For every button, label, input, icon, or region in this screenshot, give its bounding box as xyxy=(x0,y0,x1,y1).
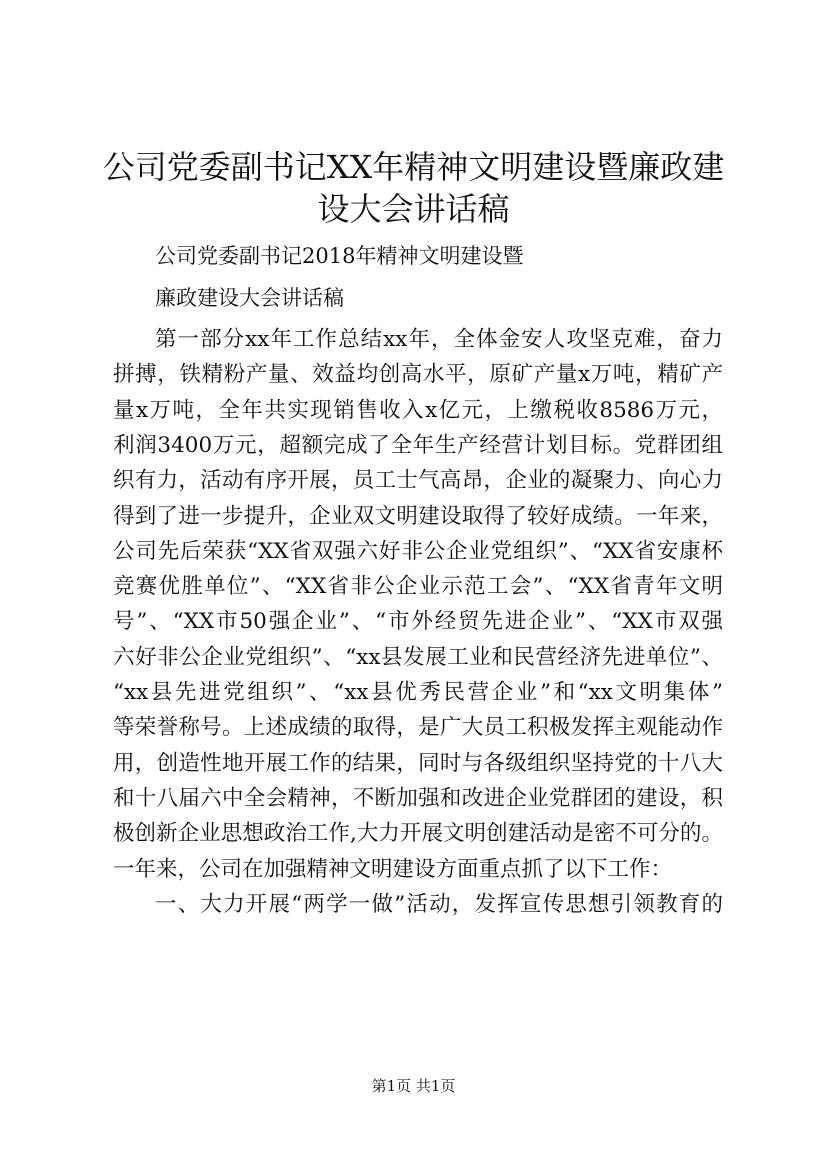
body-line: 一年来，公司在加强精神文明建设方面重点抓了以下工作： xyxy=(113,856,673,882)
body-line: 极创新企业思想政治工作,大力开展文明创建活动是密不可分的。 xyxy=(113,821,723,847)
body-line: 一、大力开展“两学一做”活动，发挥宣传思想引领教育的 xyxy=(155,891,723,917)
body-line: 得到了进一步提升，企业双文明建设取得了较好成绩。一年来， xyxy=(113,503,723,529)
page-footer: 第1页 共1页 xyxy=(371,1077,456,1095)
body-line: 竞赛优胜单位”、“XX省非公企业示范工会”、“XX省青年文明 xyxy=(113,574,723,600)
body-line: 等荣誉称号。上述成绩的取得，是广大员工积极发挥主观能动作 xyxy=(113,715,723,741)
body-line: 和十八届六中全会精神，不断加强和改进企业党群团的建设，积 xyxy=(113,785,723,811)
body-line: 利润3400万元，超额完成了全年生产经营计划目标。党群团组 xyxy=(113,432,723,458)
subtitle-line-2: 廉政建设大会讲话稿 xyxy=(155,286,344,310)
subtitle-line-1: 公司党委副书记2018年精神文明建设暨 xyxy=(155,244,524,268)
document-title-line-2: 设大会讲话稿 xyxy=(317,190,510,228)
body-line: 号”、“XX市50强企业”、“市外经贸先进企业”、“XX市双强 xyxy=(113,609,723,635)
document-title-line-1: 公司党委副书记XX年精神文明建设暨廉政建 xyxy=(102,148,725,186)
body-line: 用，创造性地开展工作的结果，同时与各级组织坚持党的十八大 xyxy=(113,750,723,776)
body-line: 拼搏，铁精粉产量、效益均创高水平，原矿产量x万吨，精矿产 xyxy=(113,362,723,388)
body-line: 六好非公企业党组织”、“xx县发展工业和民营经济先进单位”、 xyxy=(113,644,723,670)
body-line: 量x万吨，全年共实现销售收入x亿元，上缴税收8586万元， xyxy=(113,397,723,423)
body-line: 公司先后荣获“XX省双强六好非公企业党组织”、“XX省安康杯 xyxy=(113,538,723,564)
body-line: “xx县先进党组织”、“xx县优秀民营企业”和“xx文明集体” xyxy=(113,680,723,705)
body-line: 织有力，活动有序开展，员工士气高昂，企业的凝聚力、向心力 xyxy=(113,468,723,494)
body-line: 第一部分xx年工作总结xx年，全体金安人攻坚克难，奋力 xyxy=(155,327,723,352)
